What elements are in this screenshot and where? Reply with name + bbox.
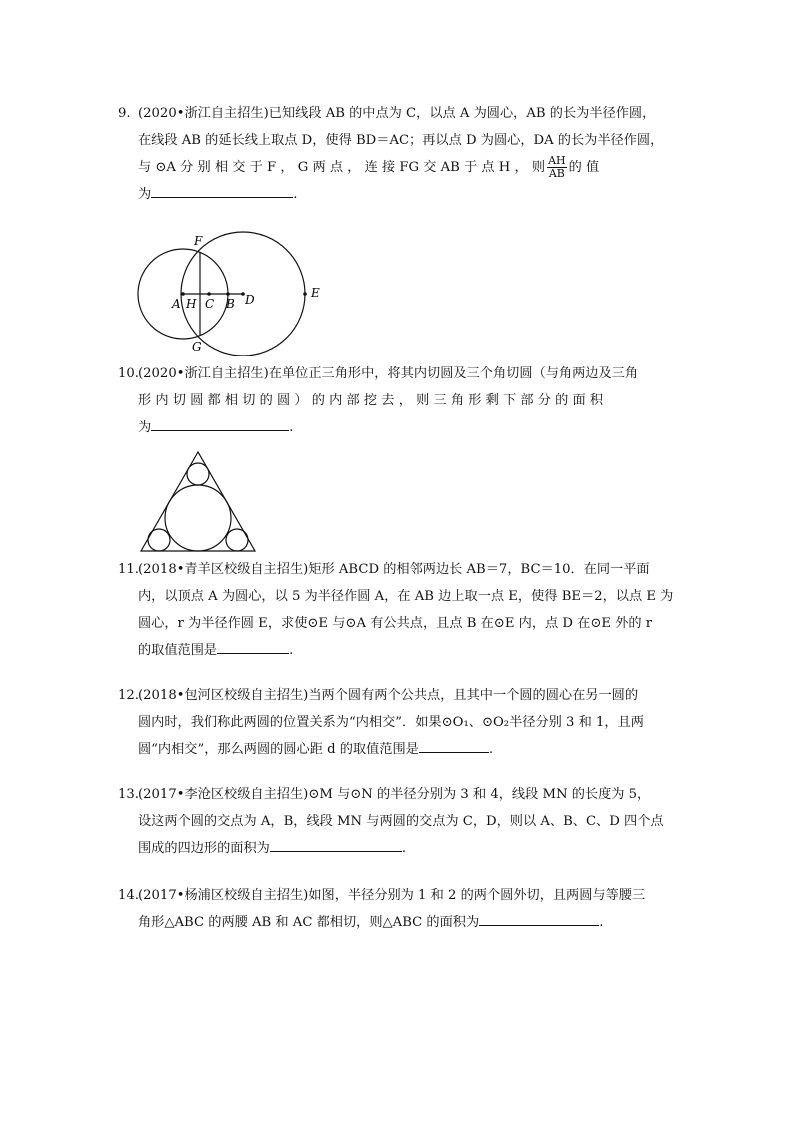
- q11-line3: 圆心，r 为半径作圆 E，求使⊙E 与⊙A 有公共点，且点 B 在⊙E 内，点 D 在⊙E 外的 r: [138, 616, 653, 631]
- question-9: [118, 100, 674, 208]
- label-d: D: [245, 293, 255, 307]
- corner-circle-top: [187, 463, 209, 485]
- label-c: C: [205, 297, 215, 311]
- question-10: [118, 360, 674, 441]
- q12-line3: 圆“内相交”，那么两圆的圆心距 d 的取值范围是 .: [118, 736, 674, 763]
- answer-blank-14[interactable]: [479, 911, 599, 926]
- label-f: F: [194, 234, 203, 248]
- q9-line3: 与 ⊙A 分 别 相 交 于 F ， G 两 点 ， 连 接 FG 交 AB 于 点 H ， 则 $\frac{AH}{AB}$ 的 值: [138, 154, 600, 180]
- equilateral-triangle: [141, 452, 255, 551]
- question-14: [118, 882, 674, 936]
- answer-blank-10[interactable]: [151, 416, 289, 431]
- answer-blank-12[interactable]: [419, 738, 489, 753]
- q11-line2: 内，以顶点 A 为圆心，以 5 为半径作圆 A，在 AB 边上取一点 E，使得 BE＝2，以点 E 为: [138, 589, 674, 604]
- label-b: B: [226, 297, 235, 311]
- q9-line1: 9. (2020•浙江自主招生)已知线段 AB 的中点为 C，以点 A 为圆心，AB 的长为半径作圆，: [118, 106, 656, 121]
- label-e: E: [311, 286, 320, 300]
- question-13: [118, 781, 674, 862]
- q10-line1: 10.(2020•浙江自主招生)在单位正三角形中，将其内切圆及三个角切圆（与角两边及三角: [118, 366, 639, 381]
- q10-line3: 为 .: [118, 414, 674, 441]
- q13-line2: 设这两个圆的交点为 A，B，线段 MN 与两圆的交点为 C，D，则以 A、B、C、D 四个点: [138, 814, 664, 829]
- corner-circle-left: [148, 529, 170, 551]
- corner-circle-right: [226, 529, 248, 551]
- figure-9-circles: [130, 230, 330, 356]
- incircle: [165, 485, 231, 551]
- q12-line2: 圆内时，我们称此两圆的位置关系为“内相交”．如果⊙O₁、⊙O₂半径分别 3 和 1，且两: [138, 715, 644, 730]
- q12-line1: 12.(2018•包河区校级自主招生)当两个圆有两个公共点，且其中一个圆的圆心在另一圆的: [118, 688, 639, 703]
- answer-blank-13[interactable]: [270, 837, 402, 852]
- question-12: [118, 682, 674, 763]
- fraction-ah-ab: $\frac{AH}{AB}$: [548, 154, 566, 180]
- label-g: G: [192, 340, 202, 354]
- answer-blank-9[interactable]: [151, 183, 293, 198]
- q10-line2: 形 内 切 圆 都 相 切 的 圆 ） 的 内 部 挖 去 ， 则 三 角 形 剩 下 部 分 的 面 积: [138, 393, 604, 408]
- q13-line1: 13.(2017•李沧区校级自主招生)⊙M 与⊙N 的半径分别为 3 和 4，线段 MN 的长度为 5，: [118, 787, 651, 802]
- answer-blank-11[interactable]: [217, 639, 289, 654]
- q9-line4: 为 .: [118, 181, 674, 208]
- q14-line2: 角形△ABC 的两腰 AB 和 AC 都相切，则△ABC 的面积为 .: [118, 909, 674, 936]
- q11-line4: 的取值范围是 .: [118, 637, 674, 664]
- q14-line1: 14.(2017•杨浦区校级自主招生)如图，半径分别为 1 和 2 的两个圆外切，且两圆与等腰三: [118, 888, 646, 903]
- q13-line3: 围成的四边形的面积为 .: [118, 835, 674, 862]
- q9-line2: 在线段 AB 的延长线上取点 D，使得 BD＝AC；再以点 D 为圆心，DA 的长为半径作圆，: [138, 133, 664, 148]
- question-11: [118, 556, 674, 664]
- figure-10-triangle-circles: [138, 450, 258, 554]
- q11-line1: 11.(2018•青羊区校级自主招生)矩形 ABCD 的相邻两边长 AB＝7，BC＝10．在同一平面: [118, 562, 650, 577]
- label-a: A: [172, 297, 181, 311]
- label-h: H: [186, 297, 197, 311]
